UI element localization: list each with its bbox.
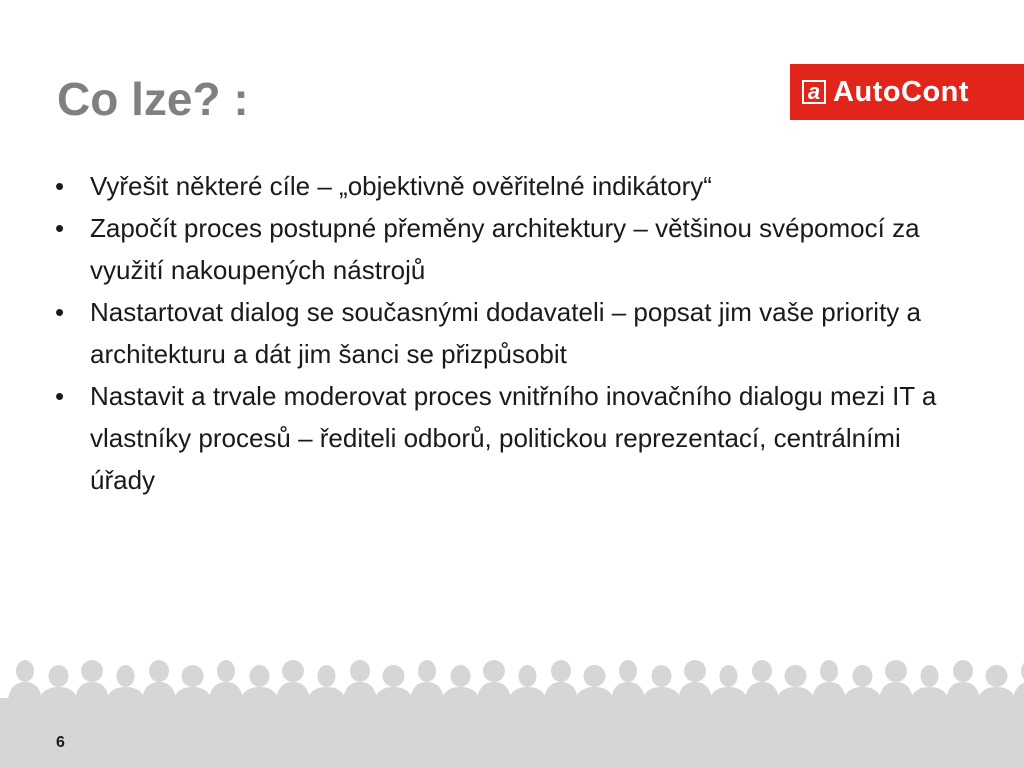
bullet-text: Započít proces postupné přeměny architektury – většinou svépomocí za využití nakoupených nástrojů: [90, 213, 920, 285]
page-number: 6: [56, 734, 65, 751]
slide-title: Co lze? :: [57, 73, 249, 125]
crowd-silhouette-decoration: [0, 650, 1024, 768]
bullet-text: Vyřešit některé cíle – „objektivně ověřitelné indikátory“: [90, 171, 712, 201]
bullet-item: [50, 291, 970, 375]
autocont-logo-text: AutoCont: [833, 75, 970, 108]
bullet-text: Nastavit a trvale moderovat proces vnitřního inovačního dialogu mezi IT a vlastníky procesů – řediteli odborů, politickou reprezentací, centrálními úřady: [90, 381, 937, 495]
autocont-logo-mark-icon: a: [802, 80, 826, 104]
bullet-icon: •: [55, 381, 65, 411]
bullet-icon: •: [55, 171, 65, 201]
bullet-text: Nastartovat dialog se současnými dodavateli – popsat jim vaše priority a architekturu a dát jim šanci se přizpůsobit: [90, 297, 921, 369]
bullet-item: [50, 207, 970, 291]
autocont-logo: [790, 64, 1024, 120]
bullet-icon: •: [55, 297, 65, 327]
bullet-item: [50, 165, 970, 207]
bullet-list: [50, 165, 970, 501]
bullet-icon: •: [55, 213, 65, 243]
bullet-item: [50, 375, 970, 501]
